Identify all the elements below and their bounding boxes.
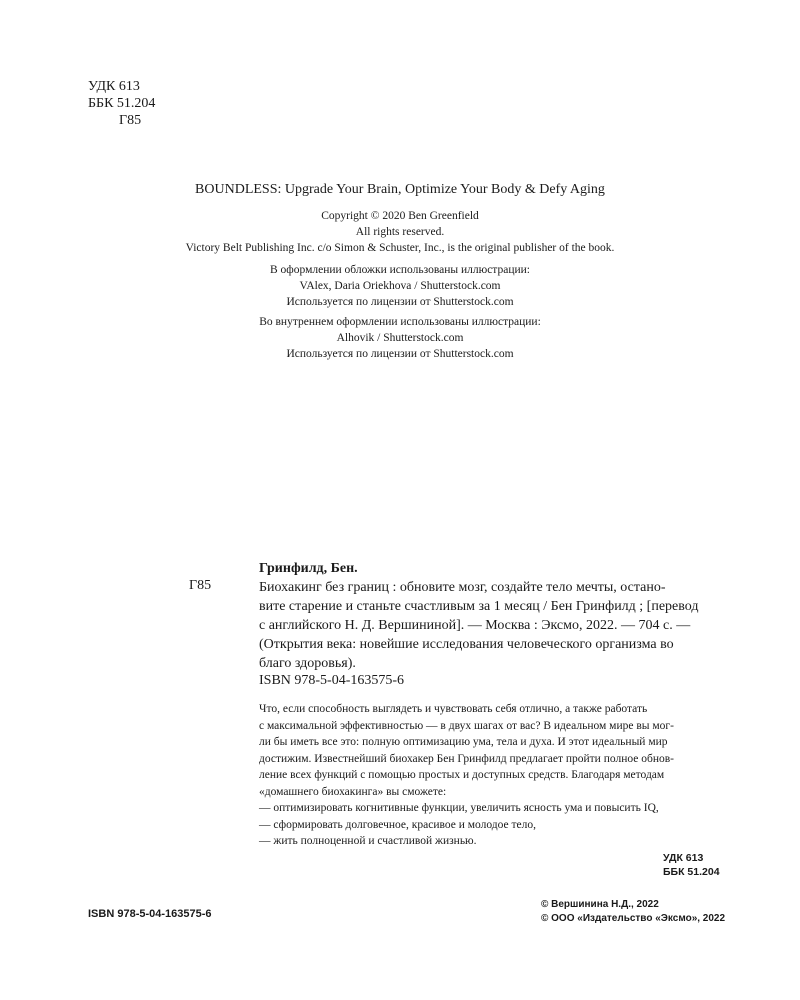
annotation-bullet: — оптимизировать когнитивные функции, увеличить ясность ума и повысить IQ, [259, 802, 659, 814]
bibliography-line: благо здоровья). [259, 656, 356, 671]
cover-credits [0, 262, 800, 310]
original-title: BOUNDLESS: Upgrade Your Brain, Optimize Your Body & Defy Aging [195, 182, 605, 197]
cover-credits-heading: В оформлении обложки использованы иллюстрации: [270, 264, 530, 276]
annotation-line: достижим. Известнейший биохакер Бен Гринфилд предлагает пройти полное обнов- [259, 752, 674, 765]
bibliography-line: Биохакинг без границ : обновите мозг, создайте тело мечты, остано- [259, 580, 666, 595]
interior-credits-authors: Alhovik / Shutterstock.com [336, 332, 464, 344]
annotation-line: «домашнего биохакинга» вы сможете: [259, 785, 447, 798]
publisher-copyright: © ООО «Издательство «Эксмо», 2022 [541, 913, 726, 924]
cover-credits-license: Используется по лицензии от Shutterstock.com [286, 296, 514, 308]
footer-codes [663, 851, 720, 879]
annotation-line: с максимальной эффективностью — в двух шагах от вас? В идеальном мире вы мог- [259, 719, 674, 732]
cover-credits-authors: VAlex, Daria Oriekhova / Shutterstock.com [299, 280, 501, 292]
bibliography-isbn: ISBN 978-5-04-163575-6 [259, 673, 405, 688]
footer-copyright [541, 898, 725, 926]
footer-udk: УДК 613 [663, 852, 704, 864]
annotation-bullet: — сформировать долговечное, красивое и молодое тело, [259, 818, 536, 831]
bibliography-code: Г85 [189, 578, 212, 593]
classification-codes [88, 78, 155, 129]
interior-credits-heading: Во внутреннем оформлении использованы иллюстрации: [259, 316, 541, 328]
bibliography-author: Гринфилд, Бен. [259, 561, 358, 576]
bibliography-description [259, 578, 715, 673]
annotation-line: ление всех функций с помощью простых и доступных средств. Благодаря методам [259, 769, 665, 781]
interior-credits [0, 314, 800, 362]
annotation [259, 701, 674, 850]
bibliography-line: вите старение и станьте счастливым за 1 месяц / Бен Гринфилд ; [перевод [259, 599, 699, 614]
translator-copyright: © Вершинина Н.Д., 2022 [541, 899, 659, 910]
bibliography-line: (Открытия века: новейшие исследования человеческого организма во [259, 637, 674, 652]
interior-credits-license: Используется по лицензии от Shutterstock.com [286, 348, 514, 360]
annotation-bullet: — жить полноценной и счастливой жизнью. [259, 835, 477, 847]
footer-isbn: ISBN 978-5-04-163575-6 [88, 908, 212, 920]
copyright-block [0, 208, 800, 256]
footer-bbk: ББК 51.204 [663, 866, 720, 878]
annotation-line: Что, если способность выглядеть и чувствовать себя отлично, а также работать [259, 703, 648, 715]
copyright-line: Copyright © 2020 Ben Greenfield [321, 210, 479, 222]
bibliography-line: с английского Н. Д. Вершининой]. — Москва : Эксмо, 2022. — 704 с. — [259, 618, 691, 633]
rights-line: All rights reserved. [355, 226, 445, 238]
publisher-line: Victory Belt Publishing Inc. c/o Simon & Schuster, Inc., is the original publisher of the book. [185, 242, 615, 254]
author-code: Г85 [119, 113, 142, 128]
udk-code: УДК 613 [88, 79, 140, 94]
annotation-line: ли бы иметь все это: полную оптимизацию ума, тела и духа. И этот идеальный мир [259, 736, 668, 748]
bbk-code: ББК 51.204 [88, 96, 156, 111]
